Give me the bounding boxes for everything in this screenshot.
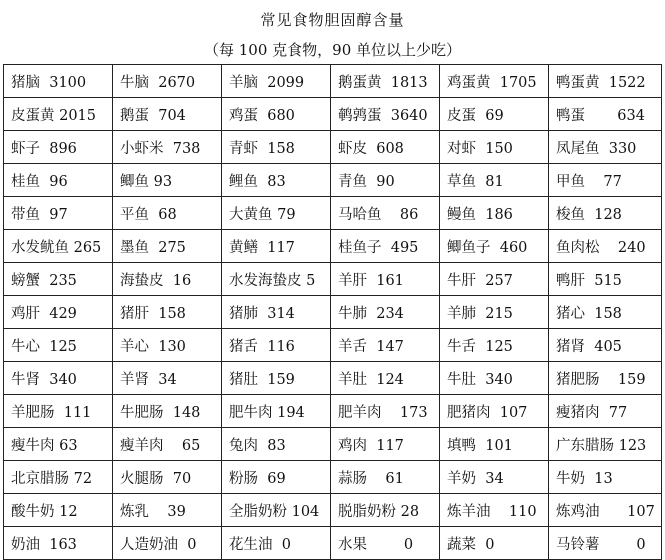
food-cell: 牛肾 340	[4, 362, 113, 395]
food-cell: 马哈鱼 86	[331, 197, 440, 230]
food-cell: 马铃薯 0	[549, 527, 662, 560]
table-row	[4, 461, 662, 494]
table-row	[4, 98, 662, 131]
food-cell: 羊肚 124	[331, 362, 440, 395]
food-cell: 羊奶 34	[440, 461, 549, 494]
table-row	[4, 131, 662, 164]
table-row	[4, 296, 662, 329]
food-cell: 蒜肠 61	[331, 461, 440, 494]
food-cell: 牛舌 125	[440, 329, 549, 362]
food-cell: 蔬菜 0	[440, 527, 549, 560]
food-cell: 炼羊油 110	[440, 494, 549, 527]
food-cell: 牛奶 13	[549, 461, 662, 494]
food-cell: 牛脑 2670	[113, 65, 222, 98]
food-cell: 填鸭 101	[440, 428, 549, 461]
food-cell: 平鱼 68	[113, 197, 222, 230]
food-cell: 猪肺 314	[222, 296, 331, 329]
food-cell: 鸡肝 429	[4, 296, 113, 329]
food-cell: 鸭蛋 634	[549, 98, 662, 131]
food-cell: 鸡蛋黄 1705	[440, 65, 549, 98]
food-cell: 小虾米 738	[113, 131, 222, 164]
food-cell: 水果 0	[331, 527, 440, 560]
food-cell: 鹅蛋黄 1813	[331, 65, 440, 98]
food-cell: 奶油 163	[4, 527, 113, 560]
food-cell: 羊肝 161	[331, 263, 440, 296]
food-cell: 鸡蛋 680	[222, 98, 331, 131]
food-cell: 北京腊肠 72	[4, 461, 113, 494]
table-row	[4, 197, 662, 230]
table-row	[4, 362, 662, 395]
food-cell: 广东腊肠 123	[549, 428, 662, 461]
food-cell: 对虾 150	[440, 131, 549, 164]
food-cell: 牛肺 234	[331, 296, 440, 329]
food-cell: 全脂奶粉 104	[222, 494, 331, 527]
food-cell: 鳗鱼 186	[440, 197, 549, 230]
food-cell: 海蛰皮 16	[113, 263, 222, 296]
food-cell: 肥牛肉 194	[222, 395, 331, 428]
food-cell: 皮蛋 69	[440, 98, 549, 131]
food-cell: 酸牛奶 12	[4, 494, 113, 527]
food-cell: 草鱼 81	[440, 164, 549, 197]
food-cell: 猪肥肠 159	[549, 362, 662, 395]
food-cell: 猪肚 159	[222, 362, 331, 395]
food-cell: 猪舌 116	[222, 329, 331, 362]
food-cell: 牛心 125	[4, 329, 113, 362]
food-cell: 梭鱼 128	[549, 197, 662, 230]
food-cell: 牛肥肠 148	[113, 395, 222, 428]
food-cell: 虾皮 608	[331, 131, 440, 164]
food-cell: 鱼肉松 240	[549, 230, 662, 263]
food-cell: 火腿肠 70	[113, 461, 222, 494]
table-row	[4, 230, 662, 263]
food-cell: 桂鱼 96	[4, 164, 113, 197]
food-cell: 羊肾 34	[113, 362, 222, 395]
food-cell: 甲鱼 77	[549, 164, 662, 197]
food-cell: 脱脂奶粉 28	[331, 494, 440, 527]
food-cell: 鸭肝 515	[549, 263, 662, 296]
food-cell: 肥猪肉 107	[440, 395, 549, 428]
table-row	[4, 164, 662, 197]
page-subtitle: （每 100 克食物，90 单位以上少吃）	[203, 41, 462, 59]
food-cell: 炼鸡油 107	[549, 494, 662, 527]
food-cell: 猪肾 405	[549, 329, 662, 362]
food-cell: 青鱼 90	[331, 164, 440, 197]
table-row	[4, 263, 662, 296]
food-cell: 牛肚 340	[440, 362, 549, 395]
cholesterol-table	[3, 64, 662, 560]
food-cell: 炼乳 39	[113, 494, 222, 527]
food-cell: 人造奶油 0	[113, 527, 222, 560]
food-cell: 鸡肉 117	[331, 428, 440, 461]
table-row	[4, 428, 662, 461]
table-row	[4, 494, 662, 527]
food-cell: 鲫鱼 93	[113, 164, 222, 197]
food-cell: 羊肺 215	[440, 296, 549, 329]
food-cell: 肥羊肉 173	[331, 395, 440, 428]
food-cell: 虾子 896	[4, 131, 113, 164]
food-cell: 花生油 0	[222, 527, 331, 560]
food-cell: 羊脑 2099	[222, 65, 331, 98]
food-cell: 瘦羊肉 65	[113, 428, 222, 461]
food-cell: 鹅蛋 704	[113, 98, 222, 131]
food-cell: 青虾 158	[222, 131, 331, 164]
food-cell: 凤尾鱼 330	[549, 131, 662, 164]
food-cell: 瘦牛肉 63	[4, 428, 113, 461]
food-cell: 桂鱼子 495	[331, 230, 440, 263]
food-cell: 鲫鱼子 460	[440, 230, 549, 263]
food-cell: 黄鳝 117	[222, 230, 331, 263]
food-cell: 羊舌 147	[331, 329, 440, 362]
food-cell: 猪心 158	[549, 296, 662, 329]
food-cell: 猪脑 3100	[4, 65, 113, 98]
page-title: 常见食物胆固醇含量	[260, 11, 405, 29]
food-cell: 鸭蛋黄 1522	[549, 65, 662, 98]
food-cell: 大黄鱼 79	[222, 197, 331, 230]
table-row	[4, 395, 662, 428]
food-cell: 粉肠 69	[222, 461, 331, 494]
food-cell: 羊肥肠 111	[4, 395, 113, 428]
food-cell: 鹌鹑蛋 3640	[331, 98, 440, 131]
food-cell: 羊心 130	[113, 329, 222, 362]
food-cell: 水发海蛰皮 5	[222, 263, 331, 296]
food-cell: 鲤鱼 83	[222, 164, 331, 197]
food-cell: 兔肉 83	[222, 428, 331, 461]
food-cell: 水发鱿鱼 265	[4, 230, 113, 263]
food-cell: 牛肝 257	[440, 263, 549, 296]
food-cell: 螃蟹 235	[4, 263, 113, 296]
cholesterol-table-body	[4, 65, 662, 560]
table-row	[4, 65, 662, 98]
food-cell: 带鱼 97	[4, 197, 113, 230]
food-cell: 墨鱼 275	[113, 230, 222, 263]
food-cell: 瘦猪肉 77	[549, 395, 662, 428]
table-row	[4, 527, 662, 560]
food-cell: 猪肝 158	[113, 296, 222, 329]
table-row	[4, 329, 662, 362]
food-cell: 皮蛋黄 2015	[4, 98, 113, 131]
